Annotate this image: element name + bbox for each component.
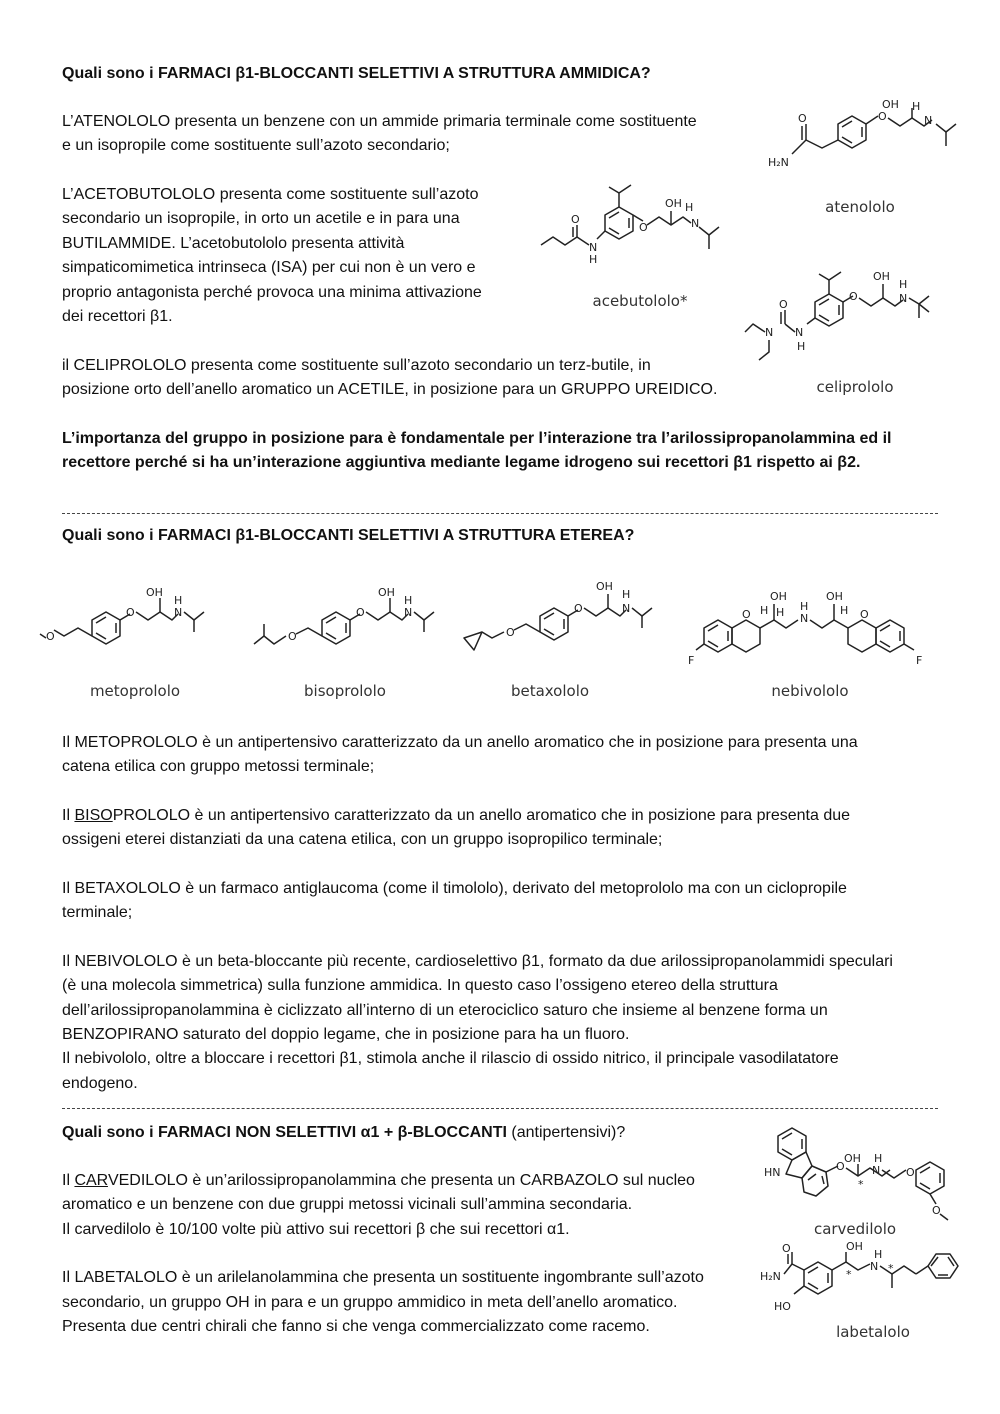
atom-label: O (46, 630, 55, 643)
nonselective-title-bold: Quali sono i FARMACI NON SELETTIVI α1 + β-BLOCCANTI (62, 1124, 507, 1141)
betaxolol-structure (460, 576, 660, 660)
separator-2 (62, 1108, 938, 1109)
atom-label: O (906, 1166, 915, 1179)
acebutolol-label: acebutololo* (592, 292, 688, 310)
acebutolol-line-3: BUTILAMMIDE. L’acetobutololo presenta attività (62, 235, 405, 252)
betaxolol-line-2: terminale; (62, 904, 133, 921)
metoprolol-line-2: catena etilica con gruppo metossi terminale; (62, 758, 375, 775)
carvedilol-line-1-rest: VEDILOLO è un’arilossipropanolammina che presenta un CARBAZOLO sul nucleo (107, 1172, 695, 1189)
acebutolol-line-6: dei recettori β1. (62, 308, 173, 325)
atom-label: OH (665, 197, 682, 210)
nebivolol-line-3: dell’arilossipropanolammina è ciclizzato all’interno di un eterociclico saturo che insieme al benzene forma un (62, 1002, 828, 1019)
atom-label: HN (764, 1166, 781, 1179)
atom-label: N (174, 606, 183, 619)
atom-label: OH (770, 590, 787, 603)
nebivolol-line-5: Il nebivololo, oltre a bloccare i recettori β1, stimola anche il rilascio di ossido nitrico, il principale vasodilatatore (62, 1050, 839, 1067)
nonselective-section-title (62, 1121, 625, 1146)
acebutolol-line-1: L’ACETOBUTOLOLO presenta come sostituente sull’azoto (62, 186, 479, 203)
atom-label: N (589, 241, 598, 254)
atom-label: H (874, 1152, 883, 1165)
acebutolol-line-5: proprio antagonista perché provoca una minima attivazione (62, 284, 482, 301)
nonselective-title-rest: (antipertensivi)? (506, 1124, 626, 1141)
atom-label: OH (596, 580, 613, 593)
atenolol-line-1: L’ATENOLOLO presenta un benzene con un ammide primaria terminale come sostituente (62, 113, 697, 130)
metoprolol-structure (40, 580, 220, 660)
bisoprolol-line-2: ossigeni eterei distanziati da una catena etilica, con un gruppo isopropilico terminale; (62, 831, 663, 848)
carvedilol-line-2: aromatico e un benzene con due gruppi metossi vicinali sull’ammina secondaria. (62, 1196, 633, 1213)
betaxolol-line-1: Il BETAXOLOLO è un farmaco antiglaucoma (come il timololo), derivato del metoprololo ma con un ciclopropile (62, 880, 847, 897)
nebivolol-structure (684, 584, 934, 670)
atom-label: N (899, 292, 908, 305)
nebivolol-line-1: Il NEBIVOLOLO è un beta-bloccante più recente, cardioselettivo β1, formato da due arilossipropanolammidi speculari (62, 953, 893, 970)
atom-label: O (574, 602, 583, 615)
labetalol-line-3: Presenta due centri chirali che fanno si che venga commercializzato come racemo. (62, 1318, 650, 1335)
atom-label: * (858, 1178, 864, 1191)
metoprolol-label: metoprololo (89, 682, 181, 700)
atom-label: O (779, 298, 788, 311)
atom-label: F (916, 654, 923, 667)
atom-label: O (742, 608, 751, 621)
atom-label: N (622, 602, 631, 615)
carvedilol-prefix: Il (62, 1172, 75, 1189)
atom-label: O (356, 606, 365, 619)
atom-label: H (174, 594, 183, 607)
nebivolol-label: nebivololo (771, 682, 849, 700)
importance-line-1: L’importanza del gruppo in posizione para è fondamentale per l’interazione tra l’arilossipropanolammina ed il (62, 430, 892, 447)
labetalol-structure (760, 1240, 960, 1320)
atom-label: O (288, 630, 297, 643)
separator-1 (62, 513, 938, 514)
atom-label: H₂N (760, 1270, 781, 1283)
atom-label: OH (378, 586, 395, 599)
labetalol-label: labetalolo (836, 1323, 910, 1341)
atom-label: HO (774, 1300, 791, 1313)
acebutolol-line-2: secondario un isopropile, in orto un acetile e in para una (62, 210, 460, 227)
atenolol-structure (760, 96, 960, 186)
atom-label: F (688, 654, 695, 667)
bisoprolol-line-1-rest: PROLOLO è un antipertensivo caratterizzato da un anello aromatico che in posizione para presenta due (112, 807, 851, 824)
nebivolol-line-6: endogeno. (62, 1075, 138, 1092)
amide-section-title: Quali sono i FARMACI β1-BLOCCANTI SELETTIVI A STRUTTURA AMMIDICA? (62, 65, 651, 82)
atom-label: * (846, 1268, 852, 1281)
ether-section-title: Quali sono i FARMACI β1-BLOCCANTI SELETTIVI A STRUTTURA ETEREA? (62, 527, 635, 544)
atom-label: O (782, 1242, 791, 1255)
atom-label: N (872, 1164, 881, 1177)
atom-label: H (874, 1248, 883, 1261)
celiprolol-line-1: il CELIPROLOLO presenta come sostituente sull’azoto secondario un terz-butile, in (62, 357, 651, 374)
atom-label: O (860, 608, 869, 621)
atom-label: O (932, 1204, 941, 1217)
atom-label: H (760, 604, 769, 617)
atom-label: OH (826, 590, 843, 603)
atom-label: O (836, 1160, 845, 1173)
betaxolol-label: betaxololo (510, 682, 590, 700)
celiprolol-structure (745, 262, 945, 362)
atom-label: H (840, 604, 849, 617)
atom-label: O (798, 112, 807, 125)
atenolol-line-2: e un isopropile come sostituente sull’azoto secondario; (62, 137, 450, 154)
metoprolol-line-1: Il METOPROLOLO è un antipertensivo caratterizzato da un anello aromatico che in posizione para presenta una (62, 734, 858, 751)
atom-label: H (589, 253, 598, 266)
celiprolol-line-2: posizione orto dell’anello aromatico un ACETILE, in posizione para un GRUPPO UREIDICO. (62, 381, 718, 398)
atom-label: H (899, 278, 908, 291)
atom-label: N (795, 326, 804, 339)
atom-label: OH (873, 270, 890, 283)
atom-label: H (685, 201, 694, 214)
atenolol-label: atenololo (825, 198, 895, 216)
acebutolol-structure (535, 185, 735, 280)
atom-label: H (797, 340, 806, 353)
atom-label: N (924, 114, 933, 127)
atom-label: H (404, 594, 413, 607)
atom-label: O (849, 290, 858, 303)
atom-label: N (870, 1260, 879, 1273)
carvedilol-structure (762, 1124, 962, 1224)
atom-label: N (404, 606, 413, 619)
carvedilol-line-1 (62, 1169, 695, 1194)
atom-label: O (878, 110, 887, 123)
acebutolol-line-4: simpaticomimetica intrinseca (ISA) per cui non è un vero e (62, 259, 476, 276)
carvedilol-line-3: Il carvedilolo è 10/100 volte più attivo sui recettori β che sui recettori α1. (62, 1221, 570, 1238)
atom-label: OH (146, 586, 163, 599)
bisoprolol-structure (244, 580, 444, 660)
atom-label: O (506, 626, 515, 639)
atom-label: H (622, 588, 631, 601)
atom-label: OH (846, 1240, 863, 1253)
carvedilol-underlined: CAR (74, 1172, 108, 1189)
atom-label: H (800, 600, 809, 613)
celiprolol-label: celiprololo (816, 378, 894, 396)
atom-label: OH (882, 98, 899, 111)
labetalol-line-2: secondario, un gruppo OH in para e un gruppo ammidico in meta dell’anello aromatico. (62, 1294, 678, 1311)
nebivolol-line-4: BENZOPIRANO saturato del doppio legame, che in posizione para ha un fluoro. (62, 1026, 630, 1043)
atom-label: * (888, 1262, 894, 1275)
carvedilol-label: carvedilolo (813, 1220, 897, 1238)
importance-line-2: recettore perché si ha un’interazione aggiuntiva mediante legame idrogeno sui recettori β1 rispetto ai β2. (62, 454, 861, 471)
atom-label: O (126, 606, 135, 619)
bisoprolol-line-1 (62, 804, 850, 829)
atom-label: O (571, 213, 580, 226)
atom-label: N (800, 612, 809, 625)
atom-label: O (639, 221, 648, 234)
bisoprolol-label: bisoprololo (304, 682, 386, 700)
atom-label: N (765, 326, 774, 339)
atom-label: H (912, 100, 921, 113)
bisoprolol-prefix: Il (62, 807, 75, 824)
bisoprolol-underlined: BISO (74, 807, 113, 824)
nebivolol-line-2: (è una molecola simmetrica) sulla funzione ammidica. In questo caso l’ossigeno etereo della struttura (62, 977, 778, 994)
atom-label: H (776, 606, 785, 619)
atom-label: H₂N (768, 156, 789, 169)
atom-label: N (691, 217, 700, 230)
atom-label: OH (844, 1152, 861, 1165)
labetalol-line-1: Il LABETALOLO è un arilelanolammina che presenta un sostituente ingombrante sull’azoto (62, 1269, 704, 1286)
